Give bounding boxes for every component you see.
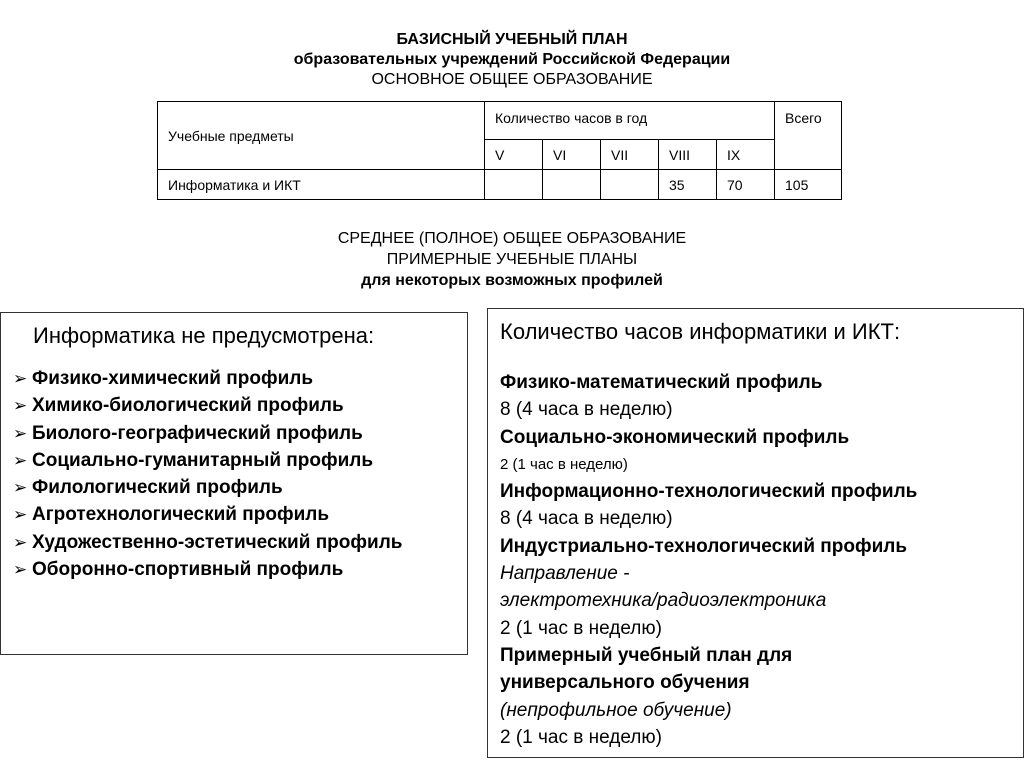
informatics-hours-box (487, 308, 1024, 758)
arrow-bullet-icon: ➢ (13, 532, 28, 552)
table-row (158, 170, 842, 200)
list-item: ➢ Художественно-эстетический профиль (13, 529, 455, 556)
section2-header (0, 228, 1024, 291)
list-item: ➢ Агротехнологический профиль (13, 501, 455, 528)
section2-line1: СРЕДНЕЕ (ПОЛНОЕ) ОБЩЕЕ ОБРАЗОВАНИЕ (337, 230, 687, 247)
arrow-bullet-icon: ➢ (13, 423, 28, 443)
profile-name: Индустриально-технологический профиль (500, 535, 908, 557)
grade-header: VI (543, 140, 601, 170)
list-item: ➢ Физико-химический профиль (13, 365, 455, 392)
hours-text: 2 (1 час в неделю) (500, 455, 628, 473)
total-cell: 105 (775, 170, 842, 200)
arrow-bullet-icon: ➢ (13, 478, 28, 498)
hours-text: (непрофильное обучение) (500, 699, 732, 721)
list-item: ➢ Биолого-географический профиль (13, 420, 455, 447)
profile-name: Примерный учебный план для (500, 644, 793, 666)
grade-header: VII (601, 140, 659, 170)
hours-text: 2 (1 час в неделю) (500, 617, 662, 639)
section2-line2: ПРИМЕРНЫЕ УЧЕБНЫЕ ПЛАНЫ (386, 251, 638, 268)
list-item: ➢ Оборонно-спортивный профиль (13, 556, 455, 583)
section2-line3: для некоторых возможных профилей (361, 272, 663, 289)
hours-table (157, 101, 842, 200)
hours-cell (543, 170, 601, 200)
plan-header (0, 30, 1024, 90)
grade-header: V (485, 140, 543, 170)
list-item: ➢ Социально-гуманитарный профиль (13, 447, 455, 474)
profile-name: Информационно-технологический профиль (500, 481, 918, 503)
hours-cell (485, 170, 543, 200)
arrow-bullet-icon: ➢ (13, 396, 28, 416)
grade-header: VIII (659, 140, 717, 170)
hours-cell: 35 (659, 170, 717, 200)
arrow-bullet-icon: ➢ (13, 369, 28, 388)
hours-text: 2 (1 час в неделю) (500, 726, 662, 748)
grade-header: IX (717, 140, 775, 170)
profile-name: Социально-экономический профиль (500, 426, 850, 448)
profile-name: Физико-математический профиль (500, 372, 823, 393)
arrow-bullet-icon: ➢ (13, 505, 28, 525)
arrow-bullet-icon: ➢ (13, 450, 28, 470)
profile-name: универсального обучения (500, 672, 750, 694)
hours-text: 8 (4 часа в неделю) (500, 508, 673, 530)
page-subtitle: образовательных учреждений Российской Федерации (293, 51, 731, 68)
list-item: ➢ Филологический профиль (13, 474, 455, 501)
list-item: ➢ Химико-биологический профиль (13, 392, 455, 419)
profile-hours-list (500, 369, 1013, 751)
table-header-row (158, 102, 842, 140)
hours-header: Количество часов в год (485, 102, 775, 140)
hours-cell (601, 170, 659, 200)
hours-text: 8 (4 часа в неделю) (500, 399, 673, 421)
box-heading: Количество часов информатики и ИКТ: (500, 319, 901, 344)
box-heading: Информатика не предусмотрена: (33, 323, 375, 348)
section-title: ОСНОВНОЕ ОБЩЕЕ ОБРАЗОВАНИЕ (371, 71, 653, 88)
arrow-bullet-icon: ➢ (13, 560, 28, 580)
hours-cell: 70 (717, 170, 775, 200)
subject-cell: Информатика и ИКТ (158, 170, 485, 200)
no-informatics-box (0, 312, 468, 655)
total-header: Всего (775, 102, 842, 170)
page-title: БАЗИСНЫЙ УЧЕБНЫЙ ПЛАН (396, 31, 628, 48)
hours-text: электротехника/радиоэлектроника (500, 590, 827, 612)
hours-text: Направление - (500, 563, 630, 585)
subjects-header: Учебные предметы (158, 102, 485, 170)
profile-list (13, 365, 455, 583)
